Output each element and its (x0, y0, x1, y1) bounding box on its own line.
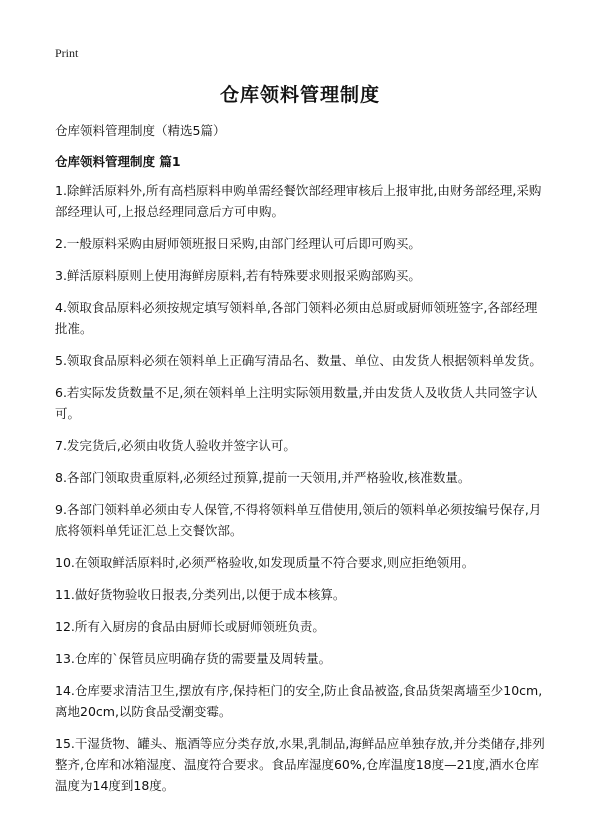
rule-item: 10.在领取鲜活原料时,必须严格验收,如发现质量不符合要求,则应拒绝领用。 (55, 555, 475, 570)
rule-item: 1.除鲜活原料外,所有高档原料申购单需经餐饮部经理审核后上报审批,由财务部经理,采购部经理认可,上报总经理同意后方可申购。 (55, 183, 542, 219)
rule-item: 9.各部门领料单必须由专人保管,不得将领料单互借使用,领后的领料单必须按编号保存,月底将领料单凭证汇总上交餐饮部。 (55, 502, 542, 538)
rule-item: 12.所有入厨房的食品由厨师长或厨师领班负责。 (55, 619, 325, 634)
rules-list (55, 180, 547, 807)
document-subtitle: 仓库领料管理制度（精选5篇） (55, 123, 226, 138)
rule-item: 7.发完货后,必须由收货人验收并签字认可。 (55, 438, 296, 453)
section-heading: 仓库领料管理制度 篇1 (55, 154, 181, 169)
rule-item: 3.鲜活原料原则上使用海鲜房原料,若有特殊要求则报采购部购买。 (55, 268, 421, 283)
rule-item: 8.各部门领取贵重原料,必须经过预算,提前一天领用,并严格验收,核准数量。 (55, 470, 471, 485)
print-label: Print (55, 46, 79, 60)
rule-item: 15.干湿货物、罐头、瓶酒等应分类存放,水果,乳制品,海鲜品应单独存放,并分类储存,排列整齐,仓库和冰箱湿度、温度符合要求。食品库湿度60%,仓库温度18度—21度,酒水仓库温度为14度到18度。 (55, 736, 545, 793)
rule-item: 4.领取食品原料必须按规定填写领料单,各部门领料必须由总厨或厨师领班签字,各部经理批准。 (55, 300, 538, 336)
rule-item: 13.仓库的`保管员应明确存货的需要量及周转量。 (55, 651, 332, 666)
rule-item: 2.一般原料采购由厨师领班报日采购,由部门经理认可后即可购买。 (55, 236, 421, 251)
rule-item: 6.若实际发货数量不足,须在领料单上注明实际领用数量,并由发货人及收货人共同签字认可。 (55, 385, 538, 421)
document-title: 仓库领料管理制度 (219, 84, 380, 106)
rule-item: 11.做好货物验收日报表,分类列出,以便于成本核算。 (55, 587, 346, 602)
rule-item: 14.仓库要求清洁卫生,摆放有序,保持柜门的安全,防止食品被盗,食品货架离墙至少10cm,离地20cm,以防食品受潮变霉。 (55, 683, 543, 719)
rule-item: 5.领取食品原料必须在领料单上正确写清品名、数量、单位、由发货人根据领料单发货。 (55, 353, 542, 368)
